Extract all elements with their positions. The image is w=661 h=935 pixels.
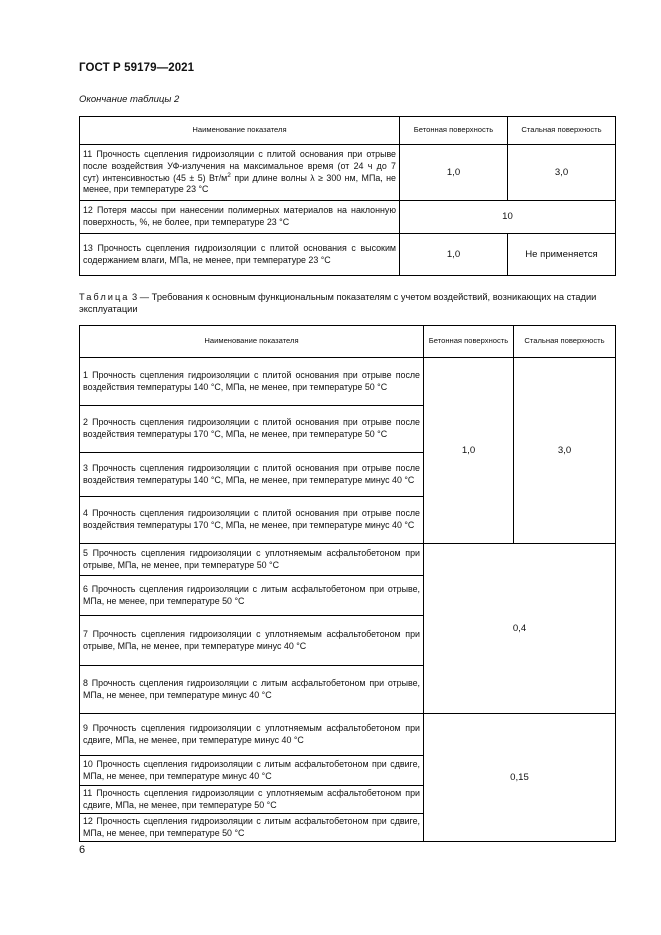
indicator-name: 12 Прочность сцепления гидроизоляции с литым асфальтобетоном при сдвиге, МПа, не менее, при температуре 50 °С (80, 814, 424, 842)
column-header-steel: Стальная поверхность (508, 117, 616, 145)
common-value: 0,4 (424, 544, 616, 714)
steel-value: 3,0 (508, 145, 616, 201)
indicator-name: 4 Прочность сцепления гидроизоляции с плитой основания при отрыве после воздействия температуры 170 °С, МПа, не менее, при температуре минус 40 °С (80, 497, 424, 544)
indicator-name: 13 Прочность сцепления гидроизоляции с плитой основания с высоким содержанием влаги, МПа, не менее, при температуре 23 °С (80, 234, 400, 276)
indicator-name: 12 Потеря массы при нанесении полимерных материалов на наклонную поверхность, %, не более, при температуре 23 °С (80, 201, 400, 234)
indicator-name: 3 Прочность сцепления гидроизоляции с плитой основания при отрыве после воздействия температуры 140 °С, МПа, не менее, при температуре минус 40 °С (80, 453, 424, 497)
concrete-value: 1,0 (400, 145, 508, 201)
page-number: 6 (79, 844, 86, 856)
indicator-name: 10 Прочность сцепления гидроизоляции с литым асфальтобетоном при сдвиге, МПа, не менее, при температуре минус 40 °С (80, 756, 424, 786)
table-2 (79, 116, 616, 276)
table-row (80, 234, 616, 276)
table-row (80, 201, 616, 234)
column-header-steel: Стальная поверхность (514, 326, 616, 358)
table3-caption: Таблица 3 — Требования к основным функциональным показателям с учетом воздействий, возникающих на стадии эксплуатации (79, 292, 597, 314)
indicator-name: 6 Прочность сцепления гидроизоляции с литым асфальтобетоном при отрыве, МПа, не менее, при температуре 50 °С (80, 576, 424, 616)
table-row (80, 358, 616, 406)
indicator-name: 2 Прочность сцепления гидроизоляции с плитой основания при отрыве после воздействия температуры 170 °С, МПа, не менее, при температуре 50 °С (80, 406, 424, 453)
indicator-name: 9 Прочность сцепления гидроизоляции с уплотняемым асфальтобетоном при сдвиге, МПа, не менее, при температуре минус 40 °С (80, 714, 424, 756)
steel-value: Не применяется (508, 234, 616, 276)
document-header: ГОСТ Р 59179—2021 (79, 62, 195, 74)
column-header-name: Наименование показателя (80, 326, 424, 358)
steel-value: 3,0 (514, 358, 616, 544)
table-row (80, 544, 616, 576)
indicator-name: 7 Прочность сцепления гидроизоляции с уплотняемым асфальтобетоном при отрыве, МПа, не менее, при температуре минус 40 °С (80, 616, 424, 666)
column-header-concrete: Бетонная поверхность (424, 326, 514, 358)
indicator-name: 11 Прочность сцепления гидроизоляции с плитой основания при отрыве после воздействия УФ-излучения на максимальное время (от 24 ч до 7 сут) интенсивностью (45 ± 5) $Вт/м^2$ при длине волны λ ≥ 300 нм, МПа, не менее, при температуре 23 °С (80, 145, 400, 201)
table2-caption: Окончание таблицы 2 (79, 94, 180, 105)
table-row (80, 145, 616, 201)
common-value: 0,15 (424, 714, 616, 842)
table-header-row (80, 326, 616, 358)
concrete-value: 1,0 (424, 358, 514, 544)
indicator-name: 1 Прочность сцепления гидроизоляции с плитой основания при отрыве после воздействия температуры 140 °С, МПа, не менее, при температуре 50 °С (80, 358, 424, 406)
indicator-name: 8 Прочность сцепления гидроизоляции с литым асфальтобетоном при отрыве, МПа, не менее, при температуре минус 40 °С (80, 666, 424, 714)
table-3 (79, 325, 616, 842)
table-header-row (80, 117, 616, 145)
table-row (80, 714, 616, 756)
indicator-name: 5 Прочность сцепления гидроизоляции с уплотняемым асфальтобетоном при отрыве, МПа, не менее, при температуре 50 °С (80, 544, 424, 576)
indicator-name: 11 Прочность сцепления гидроизоляции с уплотняемым асфальтобетоном при сдвиге, МПа, не менее, при температуре 50 °С (80, 786, 424, 814)
concrete-value: 1,0 (400, 234, 508, 276)
common-value: 10 (400, 201, 616, 234)
column-header-name: Наименование показателя (80, 117, 400, 145)
column-header-concrete: Бетонная поверхность (400, 117, 508, 145)
